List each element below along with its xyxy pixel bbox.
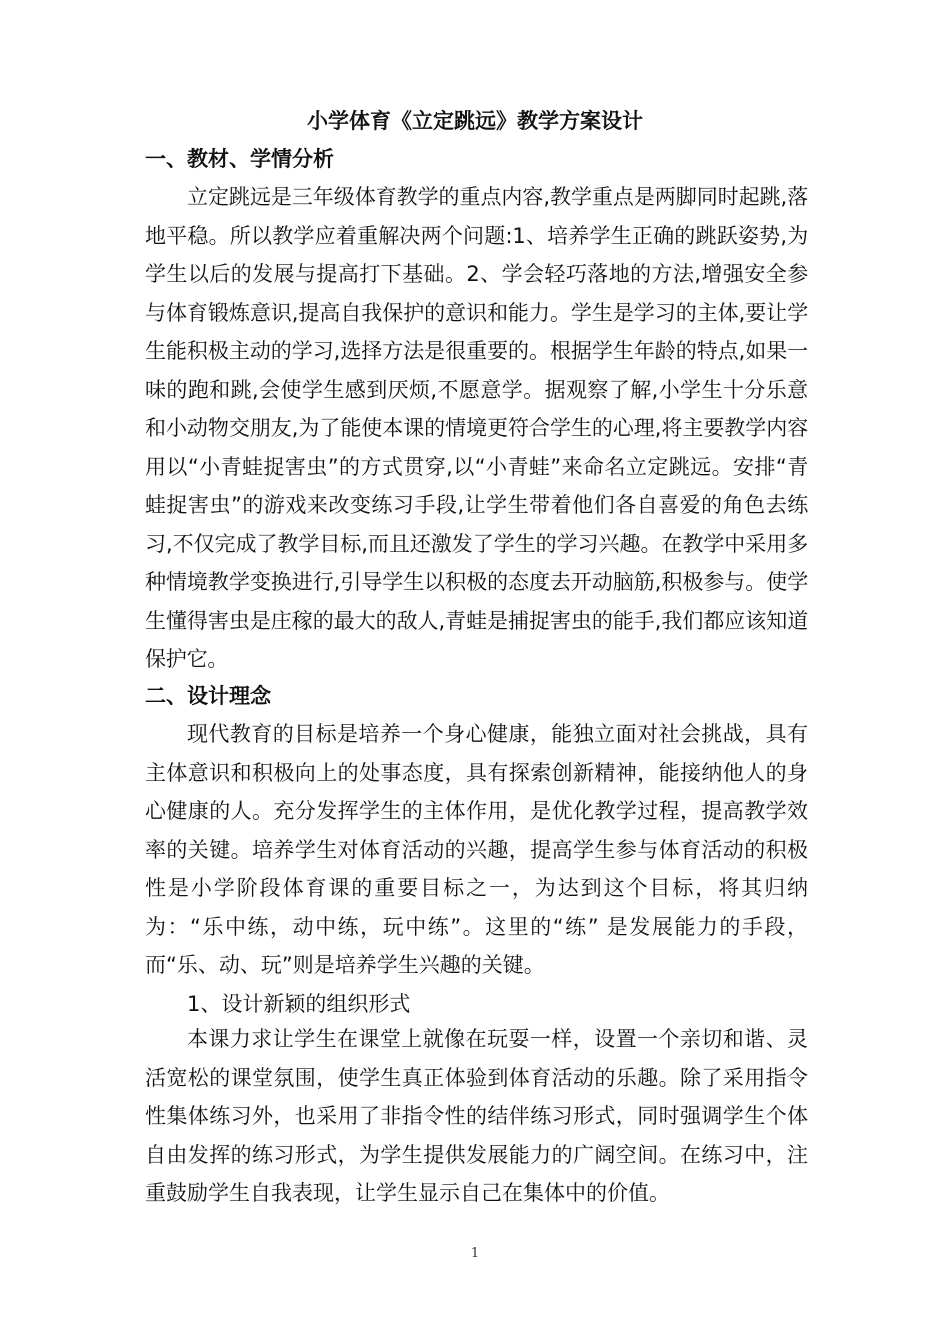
organization-paragraph: 本课力求让学生在课堂上就像在玩耍一样，设置一个亲切和谐、灵活宽松的课堂氛围，使学生真正体验到体育活动的乐趣。除了采用指令性集体练习外，也采用了非指令性的结伴练习形式，同时强调学生个体自由发挥的练习形式，为学生提供发展能力的广阔空间。在练习中，注重鼓励学生自我表现，让学生显示自己在集体中的价值。 — [145, 1027, 808, 1205]
document-title: 小学体育《立定跳远》教学方案设计 — [307, 109, 643, 133]
analysis-paragraph: 立定跳远是三年级体育教学的重点内容,教学重点是两脚同时起跳,落地平稳。所以教学应着重解决两个问题:1、培养学生正确的跳跃姿势,为学生以后的发展与提高打下基础。2、学会轻巧落地的方法,增强安全参与体育锻炼意识,提高自我保护的意识和能力。学生是学习的主体,要让学生能积极主动的学习,选择方法是很重要的。根据学生年龄的特点,如果一味的跑和跳,会使学生感到厌烦,不愿意学。据观察了解,小学生十分乐意和小动物交朋友,为了能使本课的情境更符合学生的心理,将主要教学内容用以“小青蛙捉害虫”的方式贯穿,以“小青蛙”来命名立定跳远。安排“青蛙捉害虫”的游戏来改变练习手段,让学生带着他们各自喜爱的角色去练习,不仅完成了教学目标,而且还激发了学生的学习兴趣。在教学中采用多种情境教学变换进行,引导学生以积极的态度去开动脑筋,积极参与。使学生懂得害虫是庄稼的最大的敌人,青蛙是捕捉害虫的能手,我们都应该知道保护它。 — [145, 185, 808, 671]
page-number: 1 — [470, 1246, 480, 1261]
subsection-heading-organization: 1、设计新颖的组织形式 — [187, 992, 411, 1016]
section-heading-design-concept: 二、设计理念 — [145, 684, 271, 708]
design-concept-paragraph: 现代教育的目标是培养一个身心健康，能独立面对社会挑战，具有主体意识和积极向上的处事态度，具有探索创新精神，能接纳他人的身心健康的人。充分发挥学生的主体作用，是优化教学过程，提高教学效率的关键。培养学生对体育活动的兴趣，提高学生参与体育活动的积极性是小学阶段体育课的重要目标之一，为达到这个目标，将其归纳为：“乐中练，动中练，玩中练”。这里的“练” 是发展能力的手段，而“乐、动、玩”则是培养学生兴趣的关键。 — [145, 722, 808, 977]
section-heading-analysis: 一、教材、学情分析 — [145, 147, 334, 171]
